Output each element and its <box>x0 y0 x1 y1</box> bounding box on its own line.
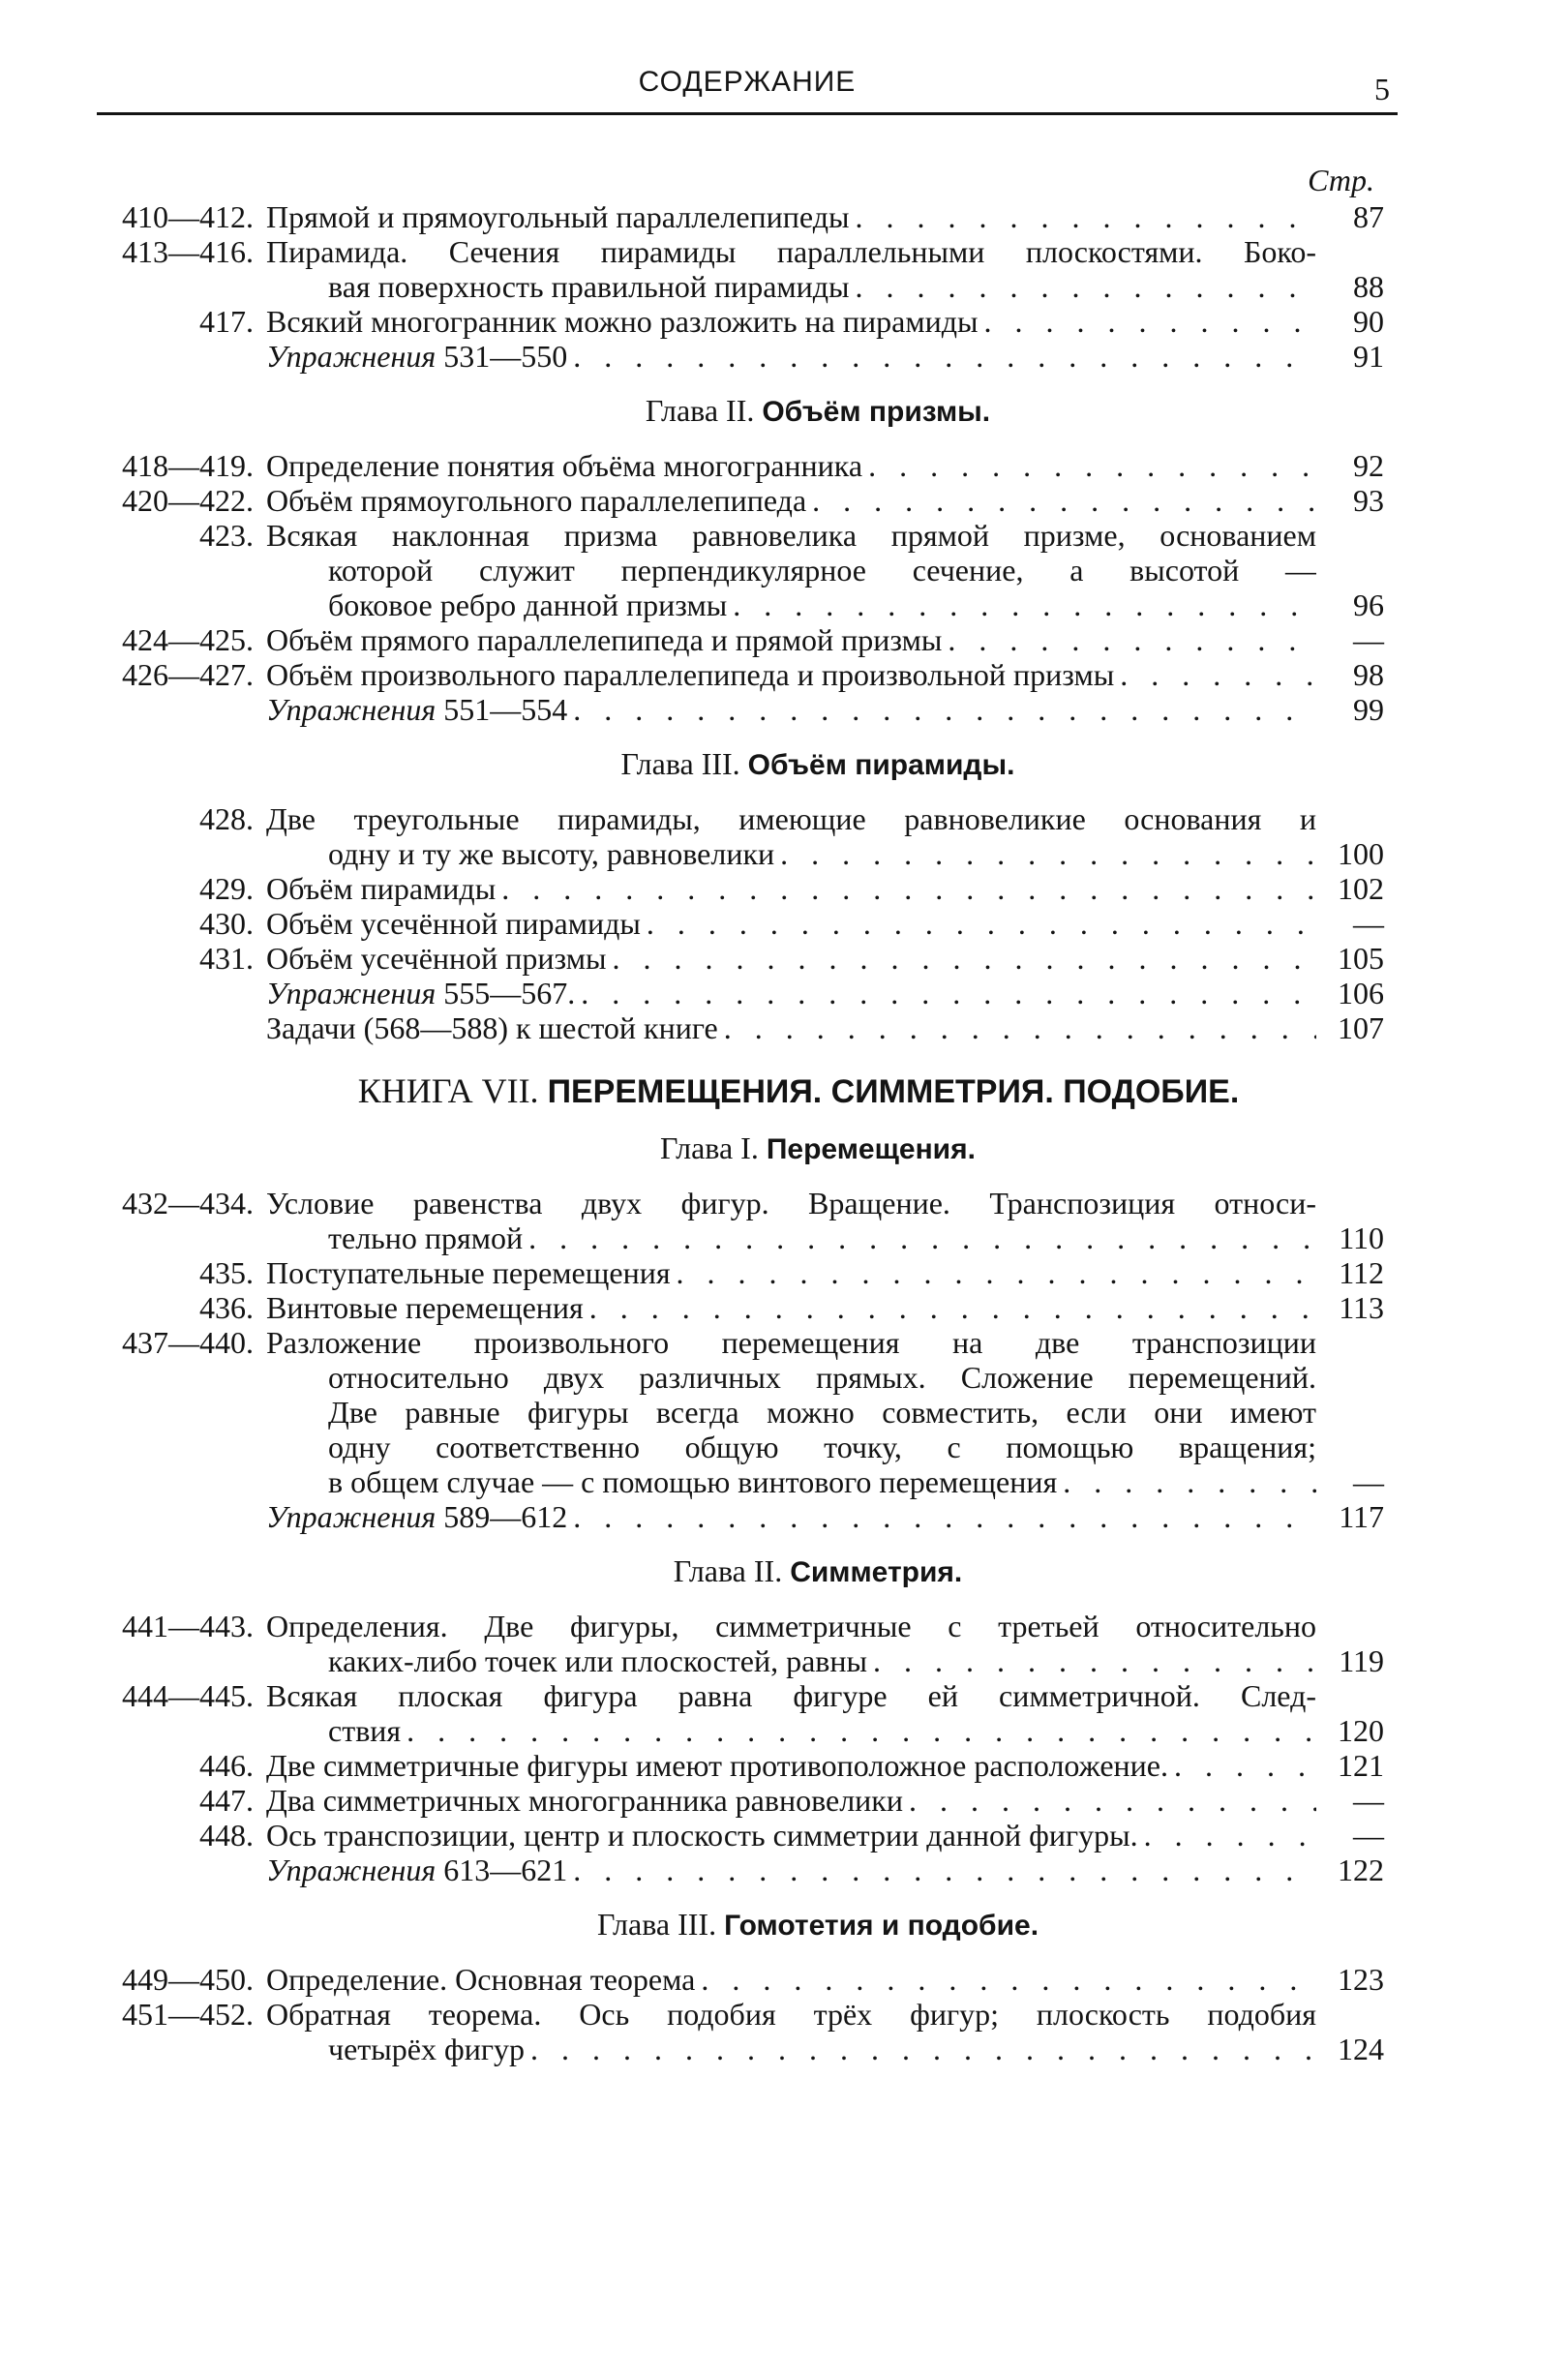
toc-entry <box>97 234 1384 304</box>
section-number: 447. <box>199 1783 254 1818</box>
leader-dots <box>983 304 1316 339</box>
toc-line: Две равные фигуры всегда можно совместить, если они имеют <box>328 1395 1316 1430</box>
leader-dots <box>701 1962 1316 1997</box>
page-ref: 98 <box>1353 657 1384 692</box>
page-number: 5 <box>1374 72 1390 106</box>
toc-entry <box>97 199 1384 234</box>
heading-title: Гомотетия и подобие. <box>724 1910 1039 1942</box>
running-head <box>97 60 1398 120</box>
toc-line <box>266 587 1316 622</box>
page-ref: 99 <box>1353 692 1384 727</box>
leader-dots <box>573 692 1316 727</box>
section-number: 430. <box>199 906 254 941</box>
toc-entry <box>97 1997 1384 2066</box>
header-rule <box>97 112 1398 115</box>
toc-line <box>266 304 1316 339</box>
page-ref: 88 <box>1353 269 1384 304</box>
toc-entry <box>97 518 1384 622</box>
page-ref: 110 <box>1339 1220 1384 1255</box>
exercise-text <box>266 1499 567 1534</box>
page-ref: 106 <box>1338 976 1384 1010</box>
toc-line: Всякая наклонная призма равновелика прямой призме, основанием <box>266 518 1316 553</box>
running-title: СОДЕРЖАНИЕ <box>638 66 857 98</box>
toc-line <box>266 1290 1316 1325</box>
heading-label: Глава III. <box>620 746 740 781</box>
leader-dots <box>589 1290 1316 1325</box>
entry-text: Объём прямого параллелепипеда и прямой призмы <box>266 622 943 657</box>
page-ref: 92 <box>1353 448 1384 483</box>
leader-dots <box>407 1713 1316 1748</box>
toc-line: Две треугольные пирамиды, имеющие равновеликие основания и <box>266 801 1316 836</box>
page-column-label: Стр. <box>1308 163 1374 197</box>
page-ref: 96 <box>1353 587 1384 622</box>
toc-line <box>266 2032 1316 2066</box>
leader-dots <box>856 269 1316 304</box>
exercise-text <box>266 976 575 1010</box>
chapter-heading <box>97 746 1384 782</box>
toc-line <box>266 339 1316 374</box>
toc-entry <box>97 1499 1384 1534</box>
leader-dots <box>948 622 1316 657</box>
toc-entry <box>97 339 1384 374</box>
toc-line: Разложение произвольного перемещения на две транспозиции <box>266 1325 1316 1360</box>
entry-text: Задачи (568—588) к шестой книге <box>266 1010 718 1045</box>
leader-dots <box>677 1255 1316 1290</box>
page-ref: — <box>1353 1783 1384 1818</box>
toc-line <box>266 269 1316 304</box>
section-number: 444—445. <box>122 1678 254 1713</box>
heading-label: КНИГА VII. <box>357 1071 539 1110</box>
toc-line <box>266 692 1316 727</box>
entry-text: вая поверхность правильной пирамиды <box>328 269 850 304</box>
toc-entry <box>97 448 1384 483</box>
section-number: 449—450. <box>122 1962 254 1997</box>
exercise-range: 551—554 <box>443 692 568 727</box>
toc-line <box>266 836 1316 871</box>
entry-text: Объём усечённой пирамиды <box>266 906 641 941</box>
page-ref: 117 <box>1339 1499 1384 1534</box>
exercise-range: 589—612 <box>443 1499 568 1534</box>
page-ref: — <box>1353 1464 1384 1499</box>
exercise-text <box>266 692 567 727</box>
book-heading <box>97 1070 1384 1111</box>
toc-entry <box>97 692 1384 727</box>
toc-line <box>266 1748 1316 1783</box>
section-number: 417. <box>199 304 254 339</box>
entry-text: Ось транспозиции, центр и плоскость симметрии данной фигуры. <box>266 1818 1138 1853</box>
toc-line <box>266 906 1316 941</box>
heading-title: Перемещения. <box>766 1133 976 1165</box>
leader-dots <box>573 339 1316 374</box>
page-ref: 113 <box>1339 1290 1384 1325</box>
leader-dots <box>1174 1748 1316 1783</box>
toc-entry <box>97 1255 1384 1290</box>
page-ref: 123 <box>1338 1962 1384 1997</box>
section-number: 431. <box>199 941 254 976</box>
toc-entry <box>97 941 1384 976</box>
toc-line <box>266 1220 1316 1255</box>
leader-dots <box>573 1499 1316 1534</box>
toc-entry <box>97 1818 1384 1853</box>
section-number: 436. <box>199 1290 254 1325</box>
toc-line <box>266 622 1316 657</box>
section-number: 429. <box>199 871 254 906</box>
page-ref: 91 <box>1353 339 1384 374</box>
section-number: 413—416. <box>122 234 254 269</box>
toc-line <box>266 1962 1316 1997</box>
chapter-heading <box>97 393 1384 429</box>
page-ref: 87 <box>1353 199 1384 234</box>
entry-text: Прямой и прямоугольный параллелепипеды <box>266 199 850 234</box>
section-number: 437—440. <box>122 1325 254 1360</box>
toc-entry <box>97 483 1384 518</box>
toc-entry <box>97 801 1384 871</box>
page-ref: 122 <box>1338 1853 1384 1887</box>
leader-dots <box>581 976 1316 1010</box>
toc-line: относительно двух различных прямых. Сложение перемещений. <box>328 1360 1316 1395</box>
entry-text: Поступательные перемещения <box>266 1255 671 1290</box>
toc-entry <box>97 1186 1384 1255</box>
toc-line <box>266 448 1316 483</box>
entry-text: каких-либо точек или плоскостей, равны <box>328 1643 868 1678</box>
page-ref: 105 <box>1338 941 1384 976</box>
page-ref: 102 <box>1338 871 1384 906</box>
leader-dots <box>1063 1464 1316 1499</box>
heading-label: Глава III. <box>596 1907 717 1942</box>
entry-text: четырёх фигур <box>328 2032 525 2066</box>
toc-entry <box>97 976 1384 1010</box>
section-number: 432—434. <box>122 1186 254 1220</box>
page-ref: 100 <box>1338 836 1384 871</box>
section-number: 446. <box>199 1748 254 1783</box>
heading-title: ПЕРЕМЕЩЕНИЯ. СИММЕТРИЯ. ПОДОБИЕ. <box>547 1073 1240 1110</box>
toc-line <box>266 871 1316 906</box>
entry-text: Винтовые перемещения <box>266 1290 584 1325</box>
toc-entry <box>97 1783 1384 1818</box>
entry-text: Объём усечённой призмы <box>266 941 607 976</box>
page-ref: 121 <box>1338 1748 1384 1783</box>
leader-dots <box>780 836 1316 871</box>
leader-dots <box>501 871 1316 906</box>
exercise-text <box>266 1853 567 1887</box>
section-number: 426—427. <box>122 657 254 692</box>
toc-entry <box>97 1325 1384 1499</box>
toc-line <box>266 657 1316 692</box>
page-ref: 120 <box>1338 1713 1384 1748</box>
page-ref: 112 <box>1339 1255 1384 1290</box>
leader-dots <box>612 941 1316 976</box>
page-ref: 90 <box>1353 304 1384 339</box>
entry-text: Объём произвольного параллелепипеда и произвольной призмы <box>266 657 1115 692</box>
leader-dots <box>812 483 1316 518</box>
leader-dots <box>1144 1818 1316 1853</box>
entry-text: одну и ту же высоту, равновелики <box>328 836 775 871</box>
leader-dots <box>528 1220 1316 1255</box>
toc-entry <box>97 657 1384 692</box>
entry-text: Всякий многогранник можно разложить на пирамиды <box>266 304 979 339</box>
heading-label: Глава I. <box>660 1130 759 1165</box>
exercises-label: Упражнения <box>266 976 437 1010</box>
toc-line: которой служит перпендикулярное сечение, а высотой — <box>328 553 1316 587</box>
toc-line <box>266 1464 1316 1499</box>
entry-text: тельно прямой <box>328 1220 524 1255</box>
toc-entry <box>97 1290 1384 1325</box>
exercises-label: Упражнения <box>266 339 437 374</box>
page-ref: — <box>1353 1818 1384 1853</box>
toc-line: Всякая плоская фигура равна фигуре ей симметричной. След- <box>266 1678 1316 1713</box>
toc-entry <box>97 622 1384 657</box>
entry-text: Две симметричные фигуры имеют противоположное расположение. <box>266 1748 1168 1783</box>
exercises-label: Упражнения <box>266 1499 437 1534</box>
toc-entry <box>97 871 1384 906</box>
page-ref: 119 <box>1339 1643 1384 1678</box>
exercises-label: Упражнения <box>266 692 437 727</box>
toc-entry <box>97 1678 1384 1748</box>
leader-dots <box>909 1783 1316 1818</box>
section-number: 448. <box>199 1818 254 1853</box>
page-ref: 93 <box>1353 483 1384 518</box>
section-number: 441—443. <box>122 1609 254 1643</box>
toc-entry <box>97 906 1384 941</box>
toc-line <box>266 941 1316 976</box>
toc-line <box>266 1499 1316 1534</box>
leader-dots <box>855 199 1316 234</box>
heading-title: Симметрия. <box>790 1556 963 1588</box>
entry-text: Объём прямоугольного параллелепипеда <box>266 483 807 518</box>
leader-dots <box>724 1010 1316 1045</box>
toc-entry <box>97 1609 1384 1678</box>
page-ref: 107 <box>1338 1010 1384 1045</box>
section-number: 435. <box>199 1255 254 1290</box>
section-number: 451—452. <box>122 1997 254 2032</box>
leader-dots <box>1120 657 1316 692</box>
toc-line <box>266 483 1316 518</box>
heading-title: Объём призмы. <box>762 396 991 428</box>
section-number: 424—425. <box>122 622 254 657</box>
toc-line <box>266 1643 1316 1678</box>
chapter-heading <box>97 1553 1384 1589</box>
toc-line: Пирамида. Сечения пирамиды параллельными плоскостями. Боко- <box>266 234 1316 269</box>
leader-dots <box>733 587 1316 622</box>
exercise-range: 613—621 <box>443 1853 568 1887</box>
page-ref: — <box>1353 622 1384 657</box>
heading-label: Глава II. <box>645 393 755 428</box>
toc-line <box>266 199 1316 234</box>
toc-line <box>266 976 1316 1010</box>
section-number: 423. <box>199 518 254 553</box>
entry-text: боковое ребро данной призмы <box>328 587 728 622</box>
chapter-heading <box>97 1907 1384 1943</box>
toc-line <box>266 1783 1316 1818</box>
toc-line: Обратная теорема. Ось подобия трёх фигур; плоскость подобия <box>266 1997 1316 2032</box>
chapter-heading <box>97 1130 1384 1166</box>
toc-line <box>266 1853 1316 1887</box>
exercise-range: 555—567. <box>443 976 576 1010</box>
leader-dots <box>530 2032 1316 2066</box>
toc-entry <box>97 1853 1384 1887</box>
toc-line <box>266 1818 1316 1853</box>
toc-line <box>266 1255 1316 1290</box>
section-number: 418—419. <box>122 448 254 483</box>
section-number: 420—422. <box>122 483 254 518</box>
page-ref: — <box>1353 906 1384 941</box>
section-number: 428. <box>199 801 254 836</box>
toc-line <box>266 1010 1316 1045</box>
exercise-range: 531—550 <box>443 339 568 374</box>
page-ref: 124 <box>1338 2032 1384 2066</box>
entry-text: Определение понятия объёма многогранника <box>266 448 863 483</box>
toc-line: Определения. Две фигуры, симметричные с третьей относительно <box>266 1609 1316 1643</box>
toc-line <box>266 1713 1316 1748</box>
toc-entry <box>97 1962 1384 1997</box>
exercise-text <box>266 339 567 374</box>
toc-line: Условие равенства двух фигур. Вращение. Транспозиция относи- <box>266 1186 1316 1220</box>
exercises-label: Упражнения <box>266 1853 437 1887</box>
toc-entry <box>97 1748 1384 1783</box>
entry-text: ствия <box>328 1713 402 1748</box>
heading-title: Объём пирамиды. <box>747 749 1015 781</box>
leader-dots <box>868 448 1316 483</box>
entry-text: в общем случае — с помощью винтового перемещения <box>328 1464 1058 1499</box>
toc-entry <box>97 304 1384 339</box>
entry-text: Два симметричных многогранника равновелики <box>266 1783 903 1818</box>
heading-label: Глава II. <box>673 1553 783 1588</box>
section-number: 410—412. <box>122 199 254 234</box>
toc-entry <box>97 1010 1384 1045</box>
entry-text: Объём пирамиды <box>266 871 497 906</box>
table-of-contents <box>97 161 1384 2066</box>
toc-line: одну соответственно общую точку, с помощью вращения; <box>328 1430 1316 1464</box>
leader-dots <box>573 1853 1316 1887</box>
leader-dots <box>647 906 1316 941</box>
entry-text: Определение. Основная теорема <box>266 1962 696 1997</box>
leader-dots <box>873 1643 1316 1678</box>
